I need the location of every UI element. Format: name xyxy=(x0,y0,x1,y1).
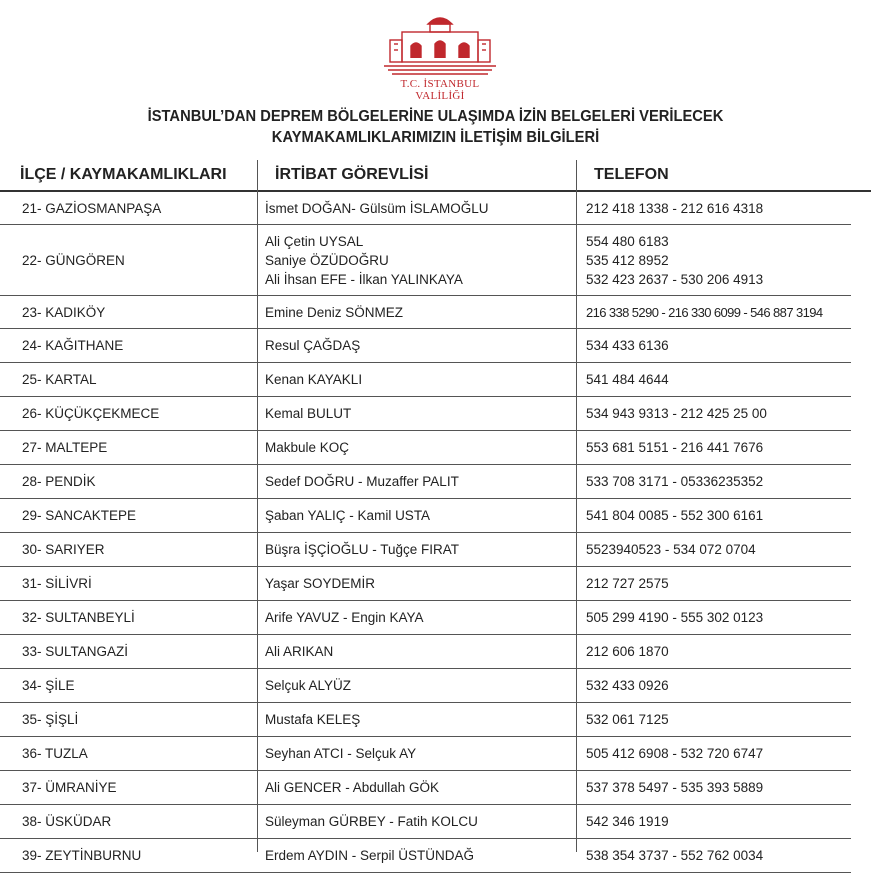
contact-cell xyxy=(265,771,439,804)
phone-number: 538 354 3737 - 552 762 0034 xyxy=(586,848,764,863)
district-cell xyxy=(22,737,88,770)
table-row xyxy=(0,363,851,397)
contact-cell xyxy=(265,499,430,532)
table-row xyxy=(0,669,851,703)
contact-cell xyxy=(265,296,403,328)
contact-name: Seyhan ATCI - Selçuk AY xyxy=(265,746,417,761)
phone-cell xyxy=(586,703,669,736)
phone-number: 212 606 1870 xyxy=(586,644,669,659)
phone-number: 505 412 6908 - 532 720 6747 xyxy=(586,746,764,761)
contact-name: Büşra İŞÇİOĞLU - Tuğçe FIRAT xyxy=(265,542,460,557)
district-cell xyxy=(22,635,128,668)
district-name: 25- KARTAL xyxy=(22,372,97,387)
contact-name: Ali İhsan EFE - İlkan YALINKAYA xyxy=(265,271,463,287)
phone-number: 505 299 4190 - 555 302 0123 xyxy=(586,610,764,625)
district-name: 23- KADIKÖY xyxy=(22,304,106,320)
district-cell xyxy=(22,225,125,295)
contact-cell xyxy=(265,635,333,668)
phone-cell xyxy=(586,296,822,328)
district-cell xyxy=(22,465,96,498)
district-cell xyxy=(22,771,117,804)
title-line-1: İSTANBUL’DAN DEPREM BÖLGELERİNE ULAŞIMDA İZİN BELGELERİ VERİLECEK xyxy=(147,108,724,125)
phone-cell xyxy=(586,533,756,566)
phone-cell xyxy=(586,329,669,362)
district-name: 32- SULTANBEYLİ xyxy=(22,610,135,625)
contact-cell xyxy=(265,329,360,362)
district-name: 26- KÜÇÜKÇEKMECE xyxy=(22,406,160,421)
contact-cell xyxy=(265,397,351,430)
table-row xyxy=(0,635,851,669)
district-cell xyxy=(22,499,136,532)
table-row xyxy=(0,567,851,601)
phone-number: 532 423 2637 - 530 206 4913 xyxy=(586,271,764,287)
governorship-logo xyxy=(380,10,500,102)
district-name: 24- KAĞITHANE xyxy=(22,338,124,353)
contact-name: Kemal BULUT xyxy=(265,406,352,421)
phone-cell xyxy=(586,397,767,430)
table-row xyxy=(0,703,851,737)
contact-name: Şaban YALIÇ - Kamil USTA xyxy=(265,508,431,523)
district-cell xyxy=(22,431,107,464)
phone-cell xyxy=(586,669,669,702)
title-line-2: KAYMAKAMLIKLARIMIZIN İLETİŞİM BİLGİLERİ xyxy=(271,129,600,146)
phone-number: 532 061 7125 xyxy=(586,712,669,727)
phone-number: 553 681 5151 - 216 441 7676 xyxy=(586,440,764,455)
phone-number: 216 338 5290 - 216 330 6099 - 546 887 3194 xyxy=(586,304,823,320)
phone-number: 212 727 2575 xyxy=(586,576,669,591)
phone-number: 537 378 5497 - 535 393 5889 xyxy=(586,780,764,795)
contact-cell xyxy=(265,703,360,736)
phone-number: 5523940523 - 534 072 0704 xyxy=(586,542,756,557)
contact-cell xyxy=(265,669,351,702)
phone-cell xyxy=(586,499,763,532)
phone-cell xyxy=(586,431,763,464)
table-header xyxy=(0,160,871,192)
contact-cell xyxy=(265,533,459,566)
contact-name: Ali Çetin UYSAL xyxy=(265,233,364,249)
district-name: 34- ŞİLE xyxy=(22,678,75,693)
contact-cell xyxy=(265,567,375,600)
phone-cell xyxy=(586,601,763,634)
table-row xyxy=(0,499,851,533)
contact-cell xyxy=(265,465,459,498)
table-row xyxy=(0,771,851,805)
contact-cell xyxy=(265,363,362,396)
contact-name: Saniye ÖZÜDOĞRU xyxy=(265,252,389,268)
contact-name: Süleyman GÜRBEY - Fatih KOLCU xyxy=(265,814,478,829)
contact-cell xyxy=(265,192,489,224)
district-name: 30- SARIYER xyxy=(22,542,105,557)
district-cell xyxy=(22,669,75,702)
contact-cell xyxy=(265,431,349,464)
district-cell xyxy=(22,397,159,430)
contact-name: Arife YAVUZ - Engin KAYA xyxy=(265,610,424,625)
phone-number: 542 346 1919 xyxy=(586,814,669,829)
phone-cell xyxy=(586,225,763,295)
phone-cell xyxy=(586,839,763,872)
contact-name: İsmet DOĞAN- Gülsüm İSLAMOĞLU xyxy=(265,200,489,216)
district-cell xyxy=(22,805,111,838)
contact-cell xyxy=(265,601,424,634)
district-name: 38- ÜSKÜDAR xyxy=(22,814,112,829)
table-row xyxy=(0,329,851,363)
table-row xyxy=(0,465,851,499)
header-contact: İRTİBAT GÖREVLİSİ xyxy=(275,166,429,183)
phone-cell xyxy=(586,465,763,498)
district-cell xyxy=(22,192,161,224)
district-cell xyxy=(22,839,141,872)
phone-number: 534 943 9313 - 212 425 25 00 xyxy=(586,406,767,421)
phone-number: 534 433 6136 xyxy=(586,338,669,353)
contact-name: Erdem AYDIN - Serpil ÜSTÜNDAĞ xyxy=(265,848,475,863)
district-name: 22- GÜNGÖREN xyxy=(22,252,125,268)
phone-number: 533 708 3171 - 05336235352 xyxy=(586,474,764,489)
table-row xyxy=(0,296,851,329)
contact-name: Mustafa KELEŞ xyxy=(265,712,361,727)
header-district: İLÇE / KAYMAKAMLIKLARI xyxy=(20,166,227,183)
contact-name: Ali GENCER - Abdullah GÖK xyxy=(265,780,440,795)
table-row xyxy=(0,805,851,839)
contact-cell xyxy=(265,805,478,838)
phone-cell xyxy=(586,635,669,668)
district-name: 28- PENDİK xyxy=(22,474,96,489)
district-name: 21- GAZİOSMANPAŞA xyxy=(22,200,162,216)
contact-name: Ali ARIKAN xyxy=(265,644,334,659)
contact-name: Sedef DOĞRU - Muzaffer PALIT xyxy=(265,474,459,489)
phone-number: 554 480 6183 xyxy=(586,233,669,249)
phone-cell xyxy=(586,737,763,770)
header-phone: TELEFON xyxy=(594,166,669,183)
district-name: 35- ŞİŞLİ xyxy=(22,712,79,727)
district-name: 31- SİLİVRİ xyxy=(22,576,92,591)
district-cell xyxy=(22,567,92,600)
contact-name: Resul ÇAĞDAŞ xyxy=(265,338,361,353)
table-row xyxy=(0,737,851,771)
contact-name: Selçuk ALYÜZ xyxy=(265,678,352,693)
table-row xyxy=(0,533,851,567)
table-row xyxy=(0,397,851,431)
district-name: 37- ÜMRANİYE xyxy=(22,780,117,795)
district-cell xyxy=(22,601,135,634)
table-row xyxy=(0,431,851,465)
logo-caption: T.C. İSTANBUL VALİLİĞİ xyxy=(400,78,480,102)
district-name: 27- MALTEPE xyxy=(22,440,108,455)
table-row xyxy=(0,192,851,225)
district-name: 36- TUZLA xyxy=(22,746,88,761)
district-cell xyxy=(22,703,78,736)
table-row xyxy=(0,225,851,296)
table-row xyxy=(0,601,851,635)
phone-number: 532 433 0926 xyxy=(586,678,669,693)
contact-name: Kenan KAYAKLI xyxy=(265,372,363,387)
phone-cell xyxy=(586,567,669,600)
phone-number: 535 412 8952 xyxy=(586,252,669,268)
phone-cell xyxy=(586,192,763,224)
table-row xyxy=(0,839,851,873)
district-cell xyxy=(22,329,123,362)
phone-number: 541 804 0085 - 552 300 6161 xyxy=(586,508,764,523)
contact-cell xyxy=(265,737,416,770)
phone-cell xyxy=(586,771,763,804)
district-cell xyxy=(22,296,105,328)
contact-table xyxy=(0,192,871,873)
building-emblem-icon xyxy=(380,10,500,78)
district-cell xyxy=(22,533,105,566)
district-cell xyxy=(22,363,97,396)
district-name: 29- SANCAKTEPE xyxy=(22,508,137,523)
district-name: 33- SULTANGAZİ xyxy=(22,644,129,659)
page-title xyxy=(35,106,836,148)
contact-name: Emine Deniz SÖNMEZ xyxy=(265,304,404,320)
phone-cell xyxy=(586,805,669,838)
district-name: 39- ZEYTİNBURNU xyxy=(22,848,142,863)
contact-name: Yaşar SOYDEMİR xyxy=(265,576,376,591)
phone-number: 212 418 1338 - 212 616 4318 xyxy=(586,200,764,216)
contact-cell xyxy=(265,225,463,295)
phone-cell xyxy=(586,363,669,396)
contact-cell xyxy=(265,839,474,872)
phone-number: 541 484 4644 xyxy=(586,372,669,387)
contact-name: Makbule KOÇ xyxy=(265,440,350,455)
